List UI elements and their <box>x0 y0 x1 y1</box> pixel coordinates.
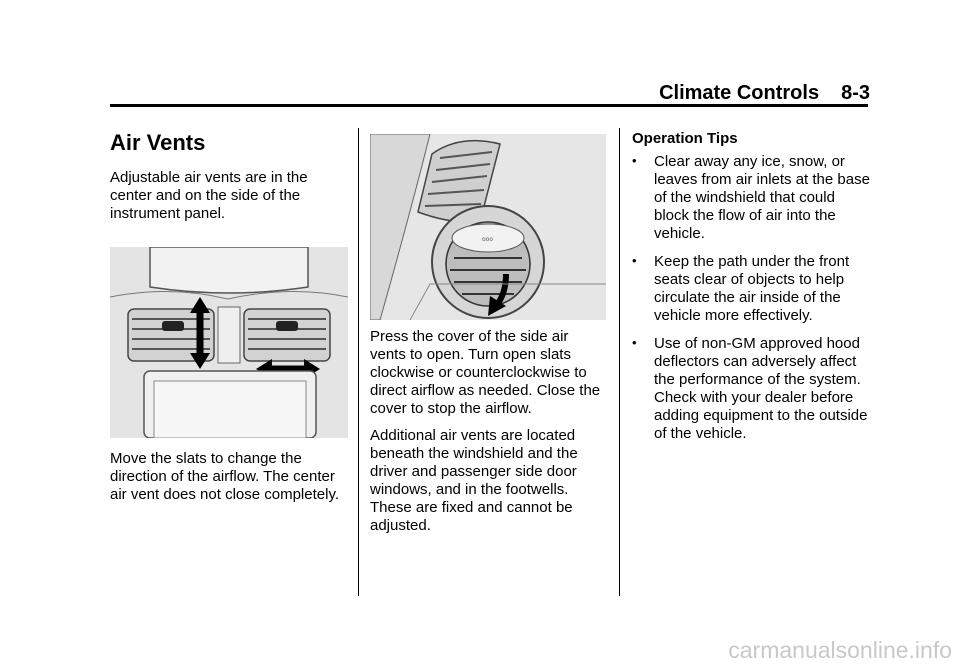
watermark: carmanualsonline.info <box>728 637 952 663</box>
center-vents-illustration <box>110 247 348 438</box>
operation-tips-heading: Operation Tips <box>632 130 738 147</box>
figure-caption: Move the slats to change the direction of the airflow. The center air vent does not close completely. <box>110 450 340 503</box>
section-title: Climate Controls <box>659 82 820 104</box>
tips-list <box>632 153 872 443</box>
bullet-icon: • <box>632 153 637 168</box>
column-1 <box>110 120 348 513</box>
bullet-icon: • <box>632 335 637 350</box>
additional-vents-paragraph: Additional air vents are located beneath the windshield and the driver and passenger side door windows, and in the footwells. These are fixed and cannot be adjusted. <box>370 427 578 534</box>
page-header <box>659 82 870 105</box>
round-side-vent <box>432 206 544 318</box>
column-3 <box>632 120 872 453</box>
bullet-icon: • <box>632 253 637 268</box>
column-divider-1 <box>358 128 359 596</box>
page-title: Air Vents <box>110 130 206 155</box>
list-item: • Use of non-GM approved hood deflectors can adversely affect the performance of the system. Check with your dealer before adding equipment to the outside of the vehicle. <box>632 335 868 442</box>
list-item: • Keep the path under the front seats clear of objects to help circulate the air inside of the vehicle more effectively. <box>632 253 850 324</box>
svg-text:ooo: ooo <box>482 236 494 243</box>
side-vent-illustration <box>370 134 606 320</box>
header-rule <box>110 104 868 107</box>
column-divider-2 <box>619 128 620 596</box>
page-number: 8-3 <box>841 82 870 104</box>
side-vent-paragraph: Press the cover of the side air vents to open. Turn open slats clockwise or counterclockwise to direct airflow as needed. Close the cover to stop the airflow. <box>370 328 601 417</box>
right-vent <box>244 309 330 361</box>
list-item: • Clear away any ice, snow, or leaves from air inlets at the base of the windshield that could block the flow of air into the vehicle. <box>632 153 870 242</box>
column-2 <box>370 120 606 544</box>
intro-paragraph: Adjustable air vents are in the center and on the side of the instrument panel. <box>110 169 308 222</box>
